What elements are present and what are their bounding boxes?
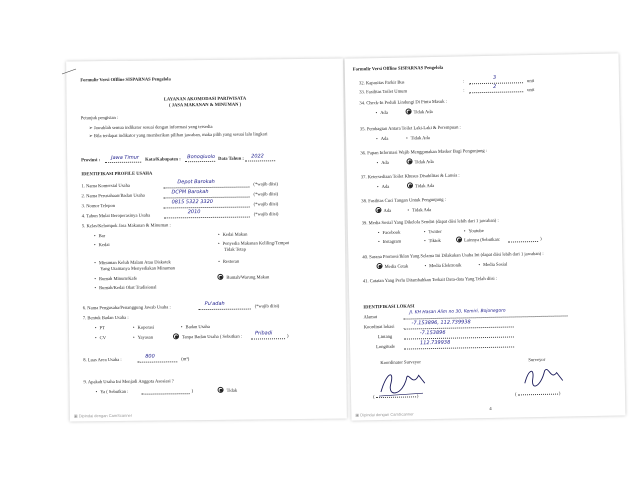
q4-label: 4. Tahun Mulai Beroperasinya Usaha bbox=[81, 212, 151, 219]
option-kedai-makan[interactable]: • Kedai Makan bbox=[218, 232, 248, 238]
q1-required: (*wajib diisi) bbox=[253, 181, 279, 187]
q37-tidak-ada[interactable]: Tidak Ada bbox=[414, 182, 435, 189]
q39-label: 39. Media Sosial Yang Dikelola Sendiri (dapat diisi lebih dari 1 jawaban) : bbox=[361, 217, 499, 226]
q41-label: 41. Catatan Yang Perlu Ditambahkan Terkait Data-data Yang Telah diisi : bbox=[362, 275, 498, 284]
q6-value: Pu'adah bbox=[204, 300, 225, 308]
q38-label: 38. Fasilitas Cuci Tangan Untuk Pengunjung : bbox=[361, 196, 447, 204]
q6-required: (*wajib diisi) bbox=[254, 303, 280, 309]
form-page-right: Formulir Versi Offline SISPARNAS Pengelola 32. Kapasitas Parkir Bus : 3 unit 33. Fasilitas Toilet Umum : 2 unit 34. Check-In Peduli Lindungi Di Pintu Masuk : • Ada Tidak Ada 35. Pembagian Antara Toilet Laki-Laki & Perempuan : • Ada • Tidak Ada 36. Papan Informasi Wajib Menggunakan Masker Bagi Pengunjung : • Ada Tidak Ada 37. Ketersediaan Toilet Khusus Disabilitas & Lansia : • Ada Tidak Ada 38. Fasilitas Cuci Tangan Untuk Pengunjung : Ada • Tidak Ada 39. Media Sosial Yang Dikelola Sendiri (dapat diisi lebih dari 1 jawaban) : • Facebook • Twitter • Youtube • Instagram • Tiktok Lainnya (Sebutkan: ) 40. Sarana Promosi/Iklan Yang Selama Ini Dilakukan Usaha Ini (dapat diisi lebih dari 1 jawaban) : Media Cetak • Media Elektronik • Media Sosial 41. Catatan Yang Perlu Ditambahkan Terkait Data-data Yang Telah diisi : IDENTIFIKASI LOKASI Alamat Jl. KH Hasan Alim no 30, Kemiri, Bojonegoro Koordinat lokasi -7.153896, 112.739938 Lintang -7.153896 Longitude 112.739938 Koordinator Surveyor Surveyor ( ) ( ) 4 ▣ Dipindai dengan CamScanner bbox=[345, 53, 626, 420]
q3-value: 0815 5322 3320 bbox=[171, 198, 213, 206]
option-minuman-cont: Yang Utamanya Menyediakan Minuman bbox=[100, 265, 176, 272]
option-rumah-kue[interactable]: • Rumah/Kedai Obat Tradisional bbox=[94, 285, 156, 291]
q1-label: 1. Nama Komersial Usaha bbox=[81, 182, 130, 189]
selected-circle-icon bbox=[173, 333, 179, 339]
q36-tidak-ada[interactable]: Tidak Ada bbox=[414, 158, 434, 165]
guide-item-1: ➢ Jawablah semua indikator sesuai dengan informasi yang tersedia bbox=[88, 123, 213, 131]
q38-tidak-ada[interactable]: • Tidak Ada bbox=[407, 207, 431, 213]
q37-label: 37. Ketersediaan Toilet Khusus Disabilitas & Lansia : bbox=[360, 172, 460, 180]
q36-ada[interactable]: • Ada bbox=[377, 160, 389, 165]
q7-label: 7. Bentuk Badan Usaha : bbox=[82, 314, 129, 321]
q2-label: 2. Nama Perusahaan/Badan Usaha bbox=[81, 192, 145, 199]
option-tidak[interactable]: Tidak bbox=[226, 387, 238, 393]
camscanner-footer: ▣ Dipindai dengan CamScanner bbox=[355, 411, 413, 417]
option-cv[interactable]: • CV bbox=[95, 335, 106, 340]
form-title: LAYANAN AKOMODASI PARIWISATA bbox=[163, 95, 247, 102]
q36-label: 36. Papan Informasi Wajib Menggunakan Masker Bagi Pengunjung : bbox=[360, 147, 488, 156]
promo-sosial[interactable]: • Media Sosial bbox=[478, 262, 507, 268]
q9-label: 9. Apakah Usaha Ini Menjadi Anggota Asosiasi ? bbox=[83, 378, 174, 385]
q32-value: 3 bbox=[492, 74, 497, 81]
alamat-label: Alamat bbox=[363, 314, 378, 320]
social-youtube[interactable]: • Youtube bbox=[464, 228, 484, 234]
q38-ada[interactable]: Ada bbox=[383, 207, 392, 213]
pen-mark bbox=[60, 66, 80, 76]
social-other[interactable]: Lainnya (Sebutkan: bbox=[464, 236, 501, 243]
q34-tidak-ada[interactable]: Tidak Ada bbox=[413, 108, 433, 115]
option-rumah-warung[interactable]: Rumah/Warung Makan bbox=[226, 274, 270, 280]
lintang-value: -7.153896 bbox=[419, 329, 446, 337]
regency-value: Bonoqiuolo bbox=[187, 153, 216, 161]
selected-circle-icon bbox=[217, 274, 223, 280]
lintang-label: Lintang bbox=[377, 333, 393, 340]
q40-label: 40. Sarana Promosi/Iklan Yang Selama Ini Dilakukan Usaha Ini (dapat diisi lebih dari 1 jawaban) : bbox=[362, 250, 544, 260]
guide-item-2: ➢ Bila terdapat indikator yang memberikan pilihan jawaban, maka pilih yang sesuai lalu lingkari bbox=[88, 131, 268, 139]
year-label: Data Tahun : bbox=[218, 155, 244, 161]
option-yayasan[interactable]: • Yayasan bbox=[133, 335, 153, 340]
social-instagram[interactable]: • Instagram bbox=[378, 239, 401, 245]
option-koperasi[interactable]: • Koperasi bbox=[133, 325, 154, 330]
option-kedai[interactable]: • Kedai bbox=[94, 242, 110, 247]
section-profile: IDENTIFIKASI PROFILE USAHA bbox=[81, 170, 153, 177]
selected-circle-icon bbox=[406, 158, 412, 164]
q3-label: 3. Nomor Telepon bbox=[81, 202, 116, 209]
selected-circle-icon bbox=[375, 207, 381, 213]
page-number: 4 bbox=[489, 405, 492, 411]
selected-circle-icon bbox=[218, 387, 224, 393]
q2-required: (*wajib diisi) bbox=[253, 191, 279, 197]
q35-ada[interactable]: • Ada bbox=[376, 136, 388, 141]
q3-required: (*wajib diisi) bbox=[253, 201, 279, 207]
q8-value: 800 bbox=[145, 353, 155, 360]
q33-unit: unit bbox=[527, 87, 535, 93]
q33-value: 2 bbox=[493, 83, 497, 90]
option-ya[interactable]: • Ya ( Sebutkan : bbox=[96, 389, 129, 395]
tanpa-value: Pribadi bbox=[254, 330, 273, 337]
q34-ada[interactable]: • Ada bbox=[376, 110, 388, 115]
q33-label: 33. Fasilitas Toilet Umum bbox=[359, 88, 408, 95]
social-tiktok[interactable]: • Tiktok bbox=[424, 238, 441, 244]
bujur-value: 112.739938 bbox=[419, 339, 451, 347]
year-value: 2022 bbox=[251, 153, 264, 160]
koordinat-value: -7.153896, 112.739938 bbox=[411, 319, 471, 327]
option-pt[interactable]: • PT bbox=[95, 325, 105, 330]
bujur-label: Longitude bbox=[376, 343, 396, 350]
q37-ada[interactable]: • Ada bbox=[377, 184, 389, 189]
q35-label: 35. Pembagian Antara Toilet Laki-Laki & Perempuan : bbox=[359, 124, 461, 132]
guide-title: Petunjuk pengisian : bbox=[80, 114, 119, 121]
koordinat-label: Koordinat lokasi bbox=[363, 323, 395, 330]
q1-value: Depot Barokah bbox=[177, 178, 215, 186]
option-minuman[interactable]: • Minuman Keluh Malam Atau Diskotek bbox=[94, 259, 171, 265]
option-rumah-minum[interactable]: • Rumah Minum/Kafe bbox=[94, 276, 137, 282]
form-header: Formulir Versi Offline SISPARNAS Pengelola bbox=[80, 76, 171, 83]
social-twitter[interactable]: • Twitter bbox=[424, 229, 442, 235]
selected-circle-icon bbox=[456, 236, 462, 242]
surveyor-label: Surveyor bbox=[528, 356, 546, 363]
option-tanpa-badan[interactable]: Tanpa Badan Usaha ( Sebutkan : bbox=[181, 333, 243, 340]
form-subtitle: ( JASA MAKANAN & MINUMAN ) bbox=[169, 101, 242, 108]
form-header: Formulir Versi Offline SISPARNAS Pengelola bbox=[352, 64, 444, 72]
q2-value: DCPM Barokah bbox=[171, 188, 209, 196]
q6-label: 6. Nama Pengusaha/Penanggung Jawab Usaha : bbox=[82, 304, 171, 311]
selected-circle-icon bbox=[376, 263, 382, 269]
selected-circle-icon bbox=[407, 182, 413, 188]
q5-label: 5. Kelas/Kelompok Jasa Makanan & Minuman : bbox=[81, 222, 171, 229]
option-restoran[interactable]: • Restoran bbox=[218, 259, 239, 264]
q8-label: 8. Luas Area Usaha : bbox=[83, 356, 122, 363]
regency-label: Kota/Kabupaten : bbox=[145, 156, 181, 162]
q4-value: 2010 bbox=[187, 209, 201, 216]
q35-tidak-ada[interactable]: • Tidak Ada bbox=[406, 135, 430, 141]
q34-label: 34. Check-In Peduli Lindungi Di Pintu Masuk : bbox=[359, 98, 447, 106]
option-penyedia-cont: Tidak Tetap bbox=[224, 246, 246, 252]
option-penyedia[interactable]: • Penyedia Makanan Keliling/Tempat bbox=[218, 240, 289, 246]
selected-circle-icon bbox=[406, 108, 412, 114]
option-bar[interactable]: • Bar bbox=[94, 233, 105, 238]
q4-required: (*wajib diisi) bbox=[253, 211, 279, 217]
surveyor-signature bbox=[518, 360, 569, 391]
camscanner-footer: ▣ Dipindai dengan CamScanner bbox=[74, 413, 132, 419]
province-label: Provinsi : bbox=[81, 157, 101, 163]
promo-elektronik[interactable]: • Media Elektronik bbox=[424, 262, 461, 268]
q32-label: 32. Kapasitas Parkir Bus bbox=[358, 79, 405, 86]
option-badan-usaha[interactable]: • Badan Usaha bbox=[181, 324, 210, 330]
coordinator-label: Koordinator Surveyor bbox=[380, 359, 421, 366]
promo-cetak[interactable]: Media Cetak bbox=[384, 263, 409, 269]
social-facebook[interactable]: • Facebook bbox=[378, 230, 401, 236]
province-value: Jawa Timur bbox=[111, 154, 139, 161]
section-location: IDENTIFIKASI LOKASI bbox=[363, 303, 415, 310]
alamat-value: Jl. KH Hasan Alim no 30, Kemiri, Bojonegoro bbox=[409, 308, 506, 316]
q32-unit: unit bbox=[526, 78, 535, 84]
q8-unit: (m²) bbox=[181, 356, 190, 362]
form-page-left: Formulir Versi Offline SISPARNAS Pengelola LAYANAN AKOMODASI PARIWISATA ( JASA MAKANAN & MINUMAN ) Petunjuk pengisian : ➢ Jawablah semua indikator sesuai dengan informasi yang tersedia ➢ Bila terdapat indikator yang memberikan pilihan jawaban, maka pilih yang sesuai lalu lingkari Provinsi : Jawa Timur Kota/Kabupaten : Bonoqiuolo Data Tahun : 2022 IDENTIFIKASI PROFILE USAHA 1. Nama Komersial Usaha Depot Barokah (*wajib diisi) 2. Nama Perusahaan/Badan Usaha DCPM Barokah (*wajib diisi) 3. Nomor Telepon 0815 5322 3320 (*wajib diisi) 4. Tahun Mulai Beroperasinya Usaha 2010 (*wajib diisi) 5. Kelas/Kelompok Jasa Makanan & Minuman : • Bar • Kedai Makan • Kedai • Penyedia Makanan Keliling/Tempat Tidak Tetap • Minuman Keluh Malam Atau Diskotek Yang Utamanya Menyediakan Minuman • Restoran • Rumah Minum/Kafe Rumah/Warung Makan • Rumah/Kedai Obat Tradisional 6. Nama Pengusaha/Penanggung Jawab Usaha : Pu'adah (*wajib diisi) 7. Bentuk Badan Usaha : • PT • Koperasi • Badan Usaha • CV • Yayasan Tanpa Badan Usaha ( Sebutkan : Pribadi ) 8. Luas Area Usaha : 800 (m²) 9. Apakah Usaha Ini Menjadi Anggota Asosiasi ? • Ya ( Sebutkan : ) Tidak ▣ Dipindai dengan CamScanner bbox=[66, 59, 347, 422]
